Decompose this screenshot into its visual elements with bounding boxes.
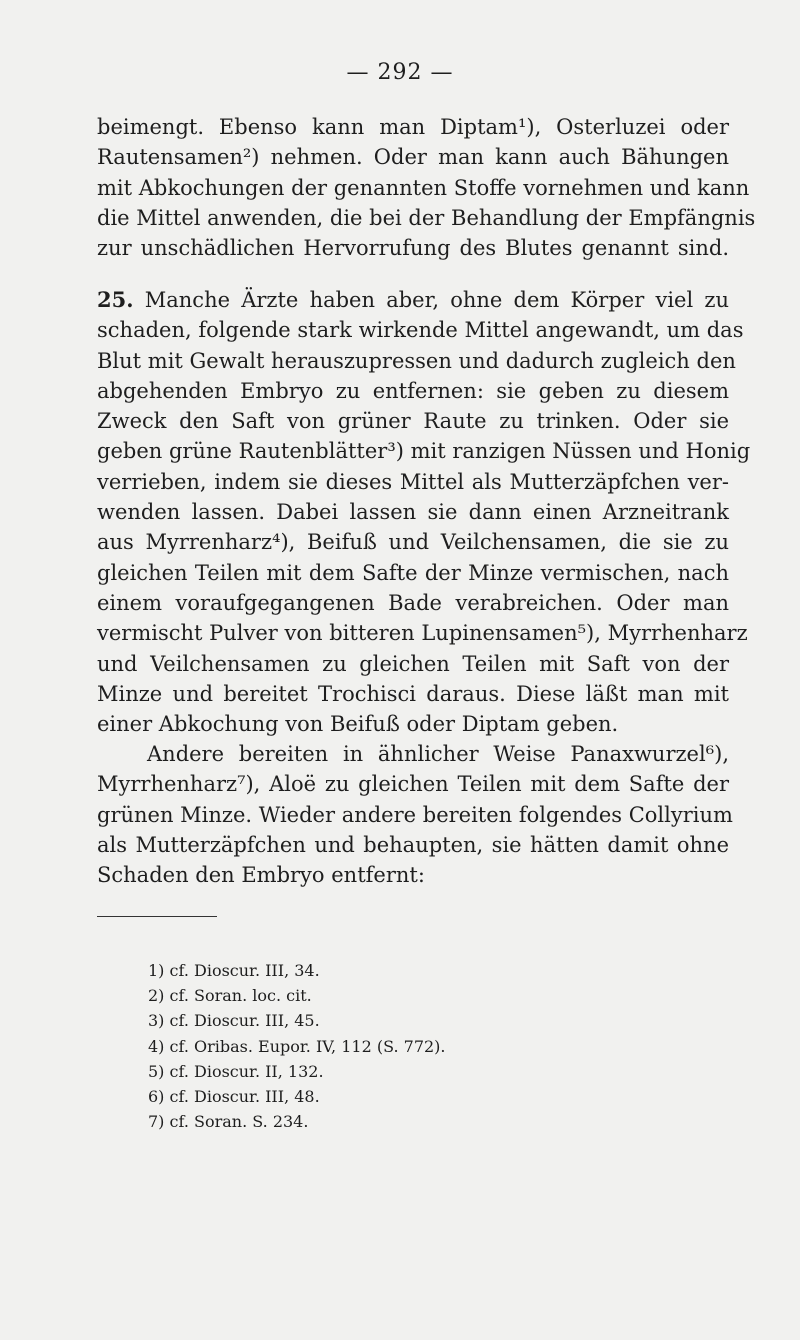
text-line: Zweck den Saft von grüner Raute zu trinken. Oder sie <box>97 409 729 434</box>
text-line: zur unschädlichen Hervorrufung des Blutes genannt sind. <box>97 236 729 261</box>
footnote: 6) cf. Dioscur. III, 48. <box>148 1087 320 1107</box>
paragraph-25 <box>97 285 751 739</box>
footnote: 4) cf. Oribas. Eupor. IV, 112 (S. 772). <box>148 1036 446 1056</box>
text-line: schaden, folgende stark wirkende Mittel angewandt, um das <box>97 318 744 343</box>
paragraph-andere <box>97 739 733 890</box>
text-line: verrieben, indem sie dieses Mittel als Mutterzäpfchen ver- <box>97 469 729 494</box>
text-line: Andere bereiten in ähnlicher Weise Panaxwurzel⁶), <box>147 742 729 766</box>
section-number: 25. <box>97 287 134 312</box>
text-line: grünen Minze. Wieder andere bereiten folgendes Collyrium <box>97 802 733 827</box>
footnote: 2) cf. Soran. loc. cit. <box>148 986 312 1006</box>
text-line-rest: Manche Ärzte haben aber, ohne dem Körper viel zu <box>133 288 729 312</box>
footnote: 5) cf. Dioscur. II, 132. <box>148 1061 324 1081</box>
footnote: 1) cf. Dioscur. III, 34. <box>148 961 320 980</box>
text-line: wenden lassen. Dabei lassen sie dann einen Arzneitrank <box>97 500 729 525</box>
text-line: Schaden den Embryo entfernt: <box>97 863 425 888</box>
text-line: einer Abkochung von Beifuß oder Diptam geben. <box>97 712 619 737</box>
text-line: beimengt. Ebenso kann man Diptam¹), Osterluzei oder <box>97 115 729 139</box>
text-line: Rautensamen²) nehmen. Oder man kann auch Bähungen <box>97 145 729 170</box>
footnote: 3) cf. Dioscur. III, 45. <box>148 1011 320 1031</box>
text-line: Blut mit Gewalt herauszupressen und dadurch zugleich den <box>97 348 736 373</box>
page-number: — 292 — <box>346 60 454 85</box>
text-line: Minze und bereitet Trochisci daraus. Diese läßt man mit <box>97 681 729 706</box>
text-line: geben grüne Rautenblätter³) mit ranzigen Nüssen und Honig <box>97 439 751 464</box>
text-line: vermischt Pulver von bitteren Lupinensamen⁵), Myrrhenharz <box>97 621 748 646</box>
paragraph-continuation <box>97 112 756 263</box>
footnote: 7) cf. Soran. S. 234. <box>148 1112 309 1132</box>
text-line <box>97 285 729 315</box>
text-line: aus Myrrenharz⁴), Beifuß und Veilchensamen, die sie zu <box>97 530 729 555</box>
footnote-separator <box>97 916 217 917</box>
text-line: die Mittel anwenden, die bei der Behandlung der Empfängnis <box>97 205 756 230</box>
text-line: abgehenden Embryo zu entfernen: sie geben zu diesem <box>97 378 729 403</box>
text-line: als Mutterzäpfchen und behaupten, sie hätten damit ohne <box>97 832 729 857</box>
text-line: mit Abkochungen der genannten Stoffe vornehmen und kann <box>97 175 750 200</box>
text-line: und Veilchensamen zu gleichen Teilen mit Saft von der <box>97 651 729 676</box>
text-line: Myrrhenharz⁷), Aloë zu gleichen Teilen mit dem Safte der <box>97 772 729 797</box>
footnotes <box>148 958 446 1134</box>
text-line: einem voraufgegangenen Bade verabreichen. Oder man <box>97 590 729 615</box>
text-line: gleichen Teilen mit dem Safte der Minze vermischen, nach <box>97 560 729 585</box>
